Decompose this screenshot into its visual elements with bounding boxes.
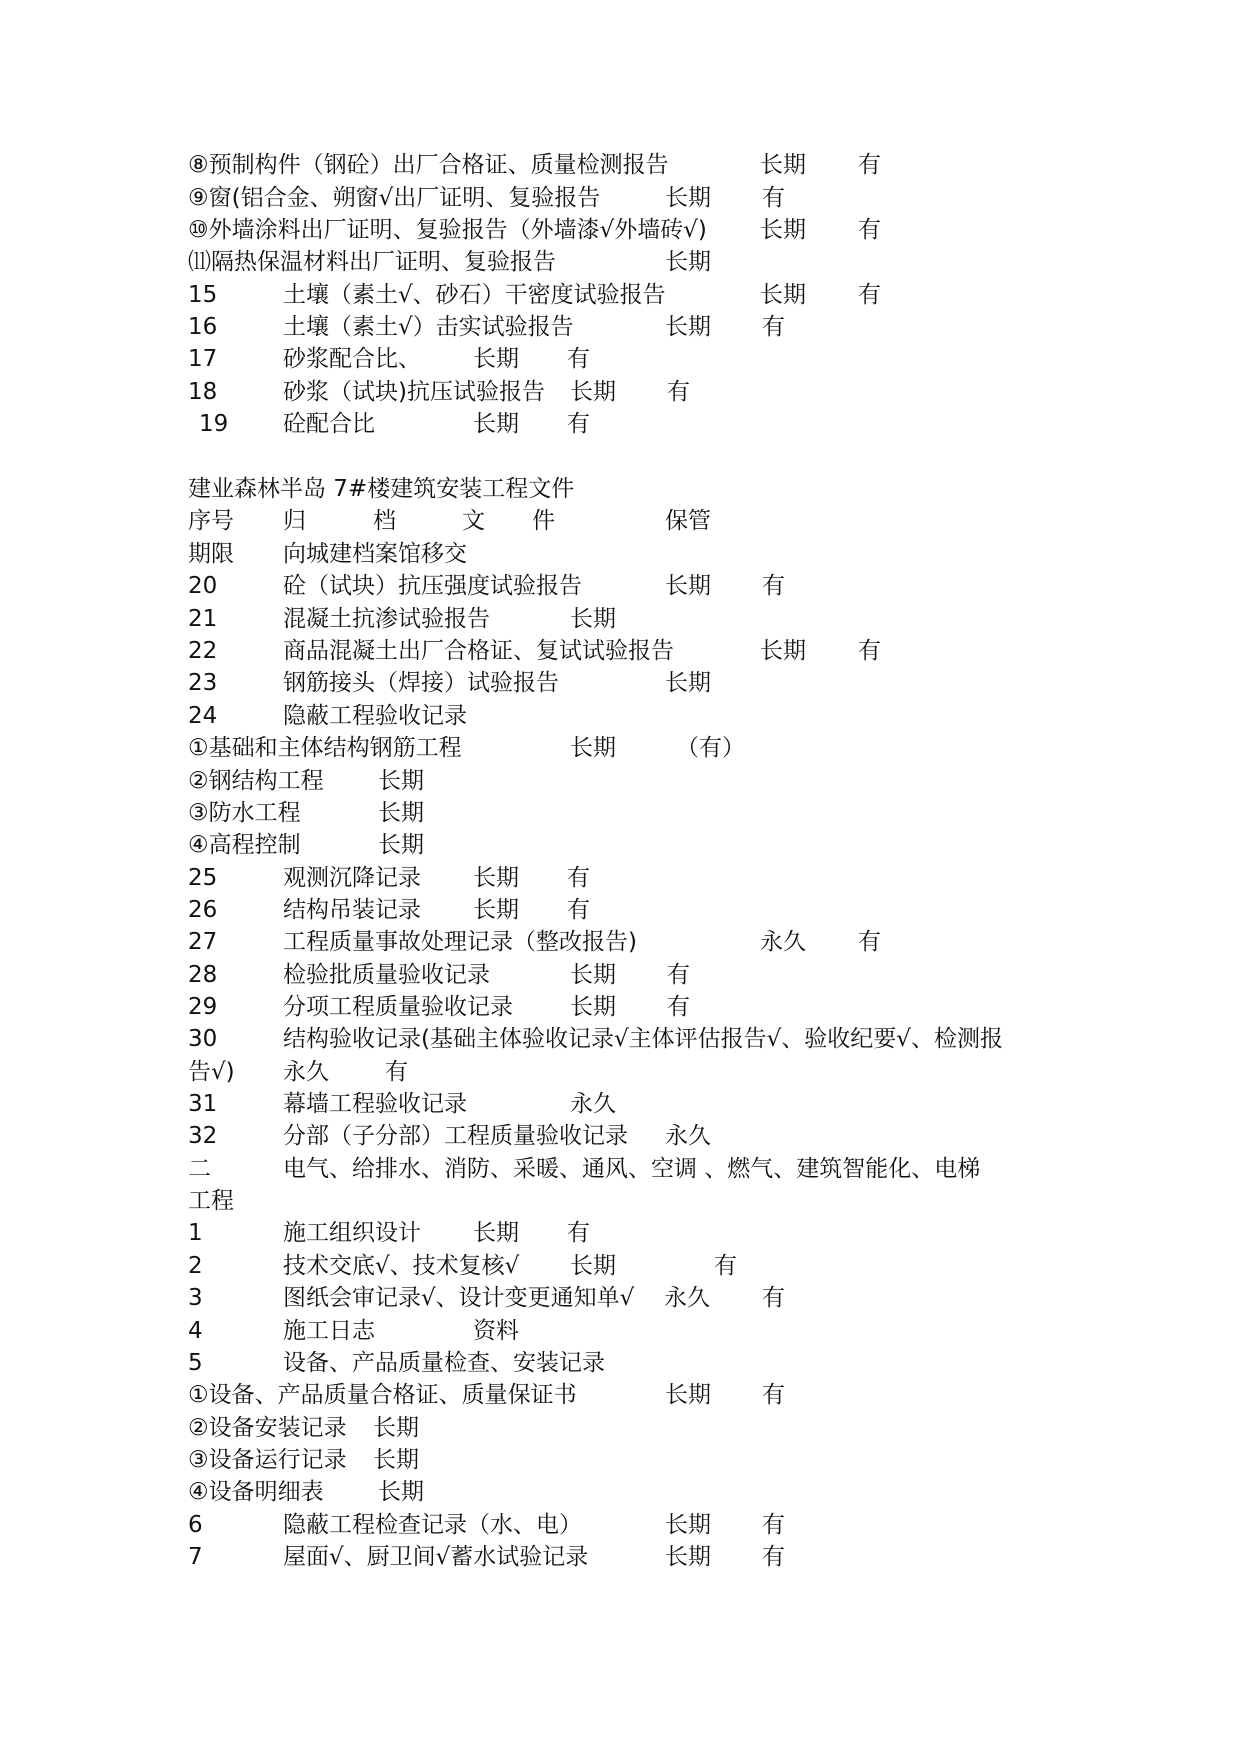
line-segment: 二 xyxy=(188,1156,211,1182)
text-line xyxy=(0,343,1241,375)
line-segment: 告√) xyxy=(188,1059,235,1085)
text-line xyxy=(0,214,1241,246)
line-segment: 幕墙工程验收记录 xyxy=(283,1091,467,1117)
line-segment: ⑾隔热保温材料出厂证明、复验报告 xyxy=(188,249,556,275)
line-segment: 长期 xyxy=(378,800,424,826)
text-line xyxy=(0,376,1241,408)
line-segment: 永久 xyxy=(664,1285,710,1311)
line-segment: 长期 xyxy=(760,217,806,243)
line-segment: 混凝土抗渗试验报告 xyxy=(283,606,490,632)
line-segment: 有 xyxy=(858,638,881,664)
line-segment: 有 xyxy=(567,897,590,923)
line-segment: 施工组织设计 xyxy=(283,1220,421,1246)
line-segment: 观测沉降记录 xyxy=(283,865,421,891)
line-segment: 向城建档案馆移交 xyxy=(283,541,467,567)
line-segment: 26 xyxy=(188,897,218,923)
line-segment: 长期 xyxy=(760,152,806,178)
line-segment: 有 xyxy=(858,217,881,243)
text-line xyxy=(0,1023,1241,1055)
line-segment: 有 xyxy=(762,314,785,340)
line-segment: 结构吊装记录 xyxy=(283,897,421,923)
line-segment: 5 xyxy=(188,1350,203,1376)
line-segment: 有 xyxy=(667,994,690,1020)
text-line xyxy=(0,1250,1241,1282)
line-segment: 分项工程质量验收记录 xyxy=(283,994,513,1020)
line-segment: （有） xyxy=(676,735,745,761)
line-segment: 有 xyxy=(667,962,690,988)
line-segment: ⑩外墙涂料出厂证明、复验报告（外墙漆√外墙砖√) xyxy=(188,217,707,243)
text-line xyxy=(0,700,1241,732)
line-segment: 30 xyxy=(188,1026,218,1052)
line-segment: ②钢结构工程 xyxy=(188,768,324,794)
line-segment: 保管 xyxy=(665,508,711,534)
text-line xyxy=(0,1282,1241,1314)
line-segment: 长期 xyxy=(570,735,616,761)
line-segment: 电气、给排水、消防、采暖、通风、空调 、燃气、建筑智能化、电梯 xyxy=(283,1156,981,1182)
text-line xyxy=(0,149,1241,181)
line-segment: 有 xyxy=(858,929,881,955)
text-line xyxy=(0,1217,1241,1249)
line-segment: 18 xyxy=(188,379,218,405)
text-line xyxy=(0,1185,1241,1217)
text-line xyxy=(0,926,1241,958)
line-segment: 隐蔽工程验收记录 xyxy=(283,703,467,729)
line-segment: 长期 xyxy=(665,1382,711,1408)
line-segment: 17 xyxy=(188,346,218,372)
text-line xyxy=(0,1347,1241,1379)
text-line xyxy=(0,311,1241,343)
text-line xyxy=(0,505,1241,537)
line-segment: 长期 xyxy=(570,1253,616,1279)
text-line xyxy=(0,1088,1241,1120)
text-line xyxy=(0,1412,1241,1444)
line-segment: 永久 xyxy=(570,1091,616,1117)
text-line xyxy=(0,1476,1241,1508)
line-segment: 16 xyxy=(188,314,218,340)
text-line xyxy=(0,408,1241,440)
line-segment: 资料 xyxy=(473,1318,519,1344)
text-line xyxy=(0,1509,1241,1541)
line-segment: ④高程控制 xyxy=(188,832,301,858)
line-segment: 20 xyxy=(188,573,218,599)
line-segment: 23 xyxy=(188,670,218,696)
line-segment: ⑨窗(铝合金、朔窗√出厂证明、复验报告 xyxy=(188,185,601,211)
line-segment: 长期 xyxy=(473,411,519,437)
line-segment: 件 xyxy=(532,508,555,534)
line-segment: 隐蔽工程检查记录（水、电） xyxy=(283,1512,582,1538)
text-line xyxy=(0,732,1241,764)
line-segment: 有 xyxy=(667,379,690,405)
line-segment: 长期 xyxy=(570,606,616,632)
line-segment: 长期 xyxy=(378,768,424,794)
line-segment: 序号 xyxy=(188,508,234,534)
line-segment: ③设备运行记录 xyxy=(188,1447,347,1473)
text-line xyxy=(0,1120,1241,1152)
line-segment: 有 xyxy=(858,282,881,308)
line-segment: 长期 xyxy=(665,573,711,599)
line-segment: 商品混凝土出厂合格证、复试试验报告 xyxy=(283,638,674,664)
line-segment: 长期 xyxy=(570,962,616,988)
line-segment: 长期 xyxy=(760,638,806,664)
text-line xyxy=(0,603,1241,635)
line-segment: 有 xyxy=(858,152,881,178)
line-segment: 长期 xyxy=(665,1544,711,1570)
line-segment: 有 xyxy=(567,865,590,891)
line-segment: 长期 xyxy=(373,1447,419,1473)
line-segment: 结构验收记录(基础主体验收记录√主体评估报告√、验收纪要√、检测报 xyxy=(283,1026,1003,1052)
line-segment: 有 xyxy=(762,1382,785,1408)
line-segment: 长期 xyxy=(373,1415,419,1441)
line-segment: 档 xyxy=(373,508,396,534)
text-line xyxy=(0,765,1241,797)
text-line xyxy=(0,862,1241,894)
text-line xyxy=(0,538,1241,570)
line-segment: 24 xyxy=(188,703,218,729)
line-segment: 屋面√、厨卫间√蓄水试验记录 xyxy=(283,1544,589,1570)
line-segment: 7 xyxy=(188,1544,203,1570)
line-segment: 6 xyxy=(188,1512,203,1538)
line-segment: 21 xyxy=(188,606,218,632)
text-line xyxy=(0,959,1241,991)
line-segment: 文 xyxy=(462,508,485,534)
line-segment: 检验批质量验收记录 xyxy=(283,962,490,988)
line-segment: 有 xyxy=(762,185,785,211)
text-line xyxy=(0,829,1241,861)
line-segment: ①设备、产品质量合格证、质量保证书 xyxy=(188,1382,577,1408)
line-segment: 1 xyxy=(188,1220,203,1246)
line-segment: 长期 xyxy=(665,249,711,275)
line-segment: 25 xyxy=(188,865,218,891)
line-segment: 3 xyxy=(188,1285,203,1311)
line-segment: 建业森林半岛 7#楼建筑安装工程文件 xyxy=(188,476,575,502)
line-segment: 长期 xyxy=(665,1512,711,1538)
text-line xyxy=(0,667,1241,699)
text-line xyxy=(0,1541,1241,1573)
line-segment: 砂浆配合比、 xyxy=(283,346,421,372)
line-segment: 砼配合比 xyxy=(283,411,375,437)
line-segment: ①基础和主体结构钢筋工程 xyxy=(188,735,462,761)
line-segment: 有 xyxy=(762,1512,785,1538)
line-segment: 有 xyxy=(385,1059,408,1085)
line-segment: ②设备安装记录 xyxy=(188,1415,347,1441)
line-segment: 归 xyxy=(283,508,306,534)
line-segment: 土壤（素土√、砂石）干密度试验报告 xyxy=(283,282,666,308)
text-line xyxy=(0,1379,1241,1411)
line-segment: 长期 xyxy=(378,1479,424,1505)
line-segment: 长期 xyxy=(473,346,519,372)
text-line xyxy=(0,570,1241,602)
line-segment: 有 xyxy=(567,411,590,437)
line-segment: ③防水工程 xyxy=(188,800,301,826)
line-segment: 长期 xyxy=(760,282,806,308)
line-segment: 设备、产品质量检查、安装记录 xyxy=(283,1350,605,1376)
text-line xyxy=(0,246,1241,278)
line-segment: 钢筋接头（焊接）试验报告 xyxy=(283,670,559,696)
line-segment: ⑧预制构件（钢砼）出厂合格证、质量检测报告 xyxy=(188,152,669,178)
line-segment: 28 xyxy=(188,962,218,988)
text-line xyxy=(0,991,1241,1023)
line-segment: 技术交底√、技术复核√ xyxy=(283,1253,520,1279)
line-segment: 砼（试块）抗压强度试验报告 xyxy=(283,573,582,599)
line-segment: 永久 xyxy=(665,1123,711,1149)
line-segment: ④设备明细表 xyxy=(188,1479,324,1505)
line-segment: 有 xyxy=(567,346,590,372)
line-segment: 有 xyxy=(762,1544,785,1570)
line-segment: 长期 xyxy=(570,994,616,1020)
text-line xyxy=(0,1444,1241,1476)
line-segment: 15 xyxy=(188,282,218,308)
line-segment: 长期 xyxy=(473,897,519,923)
line-segment: 砂浆（试块)抗压试验报告 xyxy=(283,379,545,405)
line-segment: 31 xyxy=(188,1091,218,1117)
line-segment: 32 xyxy=(188,1123,218,1149)
line-segment: 19 xyxy=(199,411,229,437)
line-segment: 长期 xyxy=(665,314,711,340)
text-line xyxy=(0,1315,1241,1347)
line-segment: 永久 xyxy=(760,929,806,955)
line-segment: 长期 xyxy=(378,832,424,858)
line-segment: 长期 xyxy=(665,185,711,211)
line-segment: 图纸会审记录√、设计变更通知单√ xyxy=(283,1285,635,1311)
line-segment: 永久 xyxy=(283,1059,329,1085)
text-line xyxy=(0,1056,1241,1088)
line-segment: 长期 xyxy=(473,1220,519,1246)
text-line xyxy=(0,894,1241,926)
line-segment: 土壤（素土√）击实试验报告 xyxy=(283,314,574,340)
line-segment: 2 xyxy=(188,1253,203,1279)
text-line xyxy=(0,473,1241,505)
line-segment: 有 xyxy=(762,573,785,599)
line-segment: 有 xyxy=(567,1220,590,1246)
line-segment: 长期 xyxy=(570,379,616,405)
line-segment: 工程 xyxy=(188,1188,234,1214)
text-line xyxy=(0,182,1241,214)
text-line xyxy=(0,635,1241,667)
line-segment: 施工日志 xyxy=(283,1318,375,1344)
line-segment: 工程质量事故处理记录（整改报告) xyxy=(283,929,637,955)
line-segment: 22 xyxy=(188,638,218,664)
line-segment: 长期 xyxy=(665,670,711,696)
line-segment: 27 xyxy=(188,929,218,955)
line-segment: 29 xyxy=(188,994,218,1020)
line-segment: 有 xyxy=(714,1253,737,1279)
text-line xyxy=(0,279,1241,311)
line-segment: 长期 xyxy=(473,865,519,891)
line-segment: 期限 xyxy=(188,541,234,567)
line-segment: 分部（子分部）工程质量验收记录 xyxy=(283,1123,628,1149)
line-segment: 4 xyxy=(188,1318,203,1344)
text-line xyxy=(0,797,1241,829)
line-segment: 有 xyxy=(762,1285,785,1311)
text-line xyxy=(0,1153,1241,1185)
